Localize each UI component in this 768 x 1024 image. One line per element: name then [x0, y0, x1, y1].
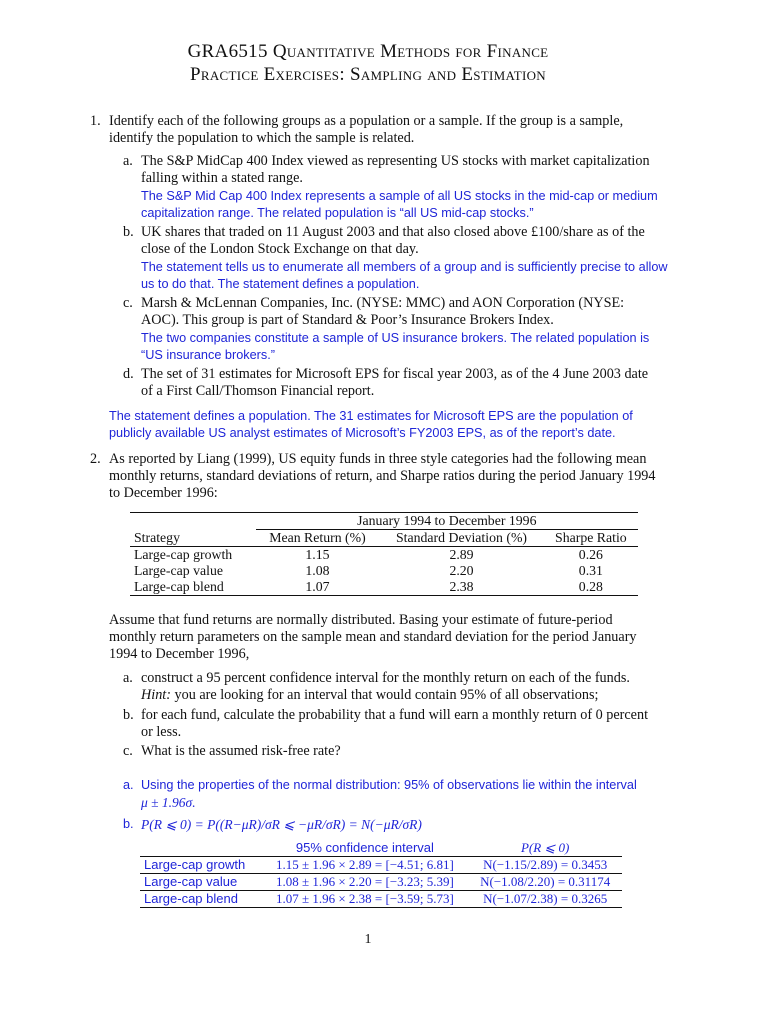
table-cell: 0.26: [578, 547, 603, 562]
table-header-strategy: Strategy: [130, 530, 256, 547]
hint-label: Hint:: [141, 687, 171, 703]
table-cell: Large-cap value: [134, 563, 223, 578]
q1-item-a-text: The S&P MidCap 400 Index viewed as representing US stocks with market capitalization falling within a stated range.: [141, 153, 650, 186]
table-cell: N(−1.08/2.20) = 0.31174: [468, 874, 622, 891]
table-cell: 1.08: [305, 563, 330, 578]
answer-table-header-prob: P(R ⩽ 0): [468, 840, 622, 857]
table-row: [130, 547, 638, 564]
table-cell: 1.08 ± 1.96 × 2.20 = [−3.23; 5.39]: [261, 874, 468, 891]
answer-table-header-ci: 95% confidence interval: [261, 840, 468, 857]
q1-item-b-text: UK shares that traded on 11 August 2003 and that also closed above £100/share as of the close of the London Stock Exchange on that day.: [141, 224, 645, 257]
table-row: [140, 874, 622, 891]
question-2-number: 2.: [90, 451, 101, 467]
q1-item-a-answer: The S&P Mid Cap 400 Index represents a sample of all US stocks in the mid-cap or medium capitalization range. The related population is “all US mid-cap stocks.”: [141, 189, 658, 220]
q1-item-c-text: Marsh & McLennan Companies, Inc. (NYSE: MMC) and AON Corporation (NYSE: AOC). This group is part of Standard & Poor’s Insurance Brokers Index.: [141, 295, 625, 328]
table-period-header: January 1994 to December 1996: [256, 513, 638, 530]
table-cell: N(−1.07/2.38) = 0.3265: [468, 891, 622, 908]
table-cell: Large-cap blend: [130, 579, 256, 596]
assumption-text: Assume that fund returns are normally distributed. Basing your estimate of future-period monthly return parameters on the sample mean and standard deviation for the period January 1994 to December 1996,: [109, 612, 637, 662]
table-cell: 1.15 ± 1.96 × 2.89 = [−4.51; 6.81]: [261, 857, 468, 874]
q2-part-b-text: for each fund, calculate the probability that a fund will earn a monthly return of 0 percent or less.: [141, 707, 649, 740]
q1-item-d-label: d.: [123, 366, 134, 382]
table-cell: 0.28: [544, 579, 638, 596]
question-1-number: 1.: [90, 113, 101, 129]
table-row: [140, 857, 622, 874]
q2-part-a-label: a.: [123, 670, 133, 686]
title-line-2: Practice Exercises: Sampling and Estimation: [190, 64, 546, 85]
q2-answer-b-label: b.: [123, 817, 134, 831]
table-cell: 0.31: [578, 563, 603, 578]
table-header-sd: Standard Deviation (%): [379, 530, 543, 547]
q1-item-b-label: b.: [123, 224, 134, 240]
q2-part-c-label: c.: [123, 743, 133, 759]
table-cell: Large-cap growth: [140, 857, 261, 874]
table-cell: 2.20: [449, 563, 474, 578]
q2-part-a-text: [141, 670, 661, 704]
table-cell: N(−1.15/2.89) = 0.3453: [468, 857, 622, 874]
q2-part-a-question: construct a 95 percent confidence interval for the monthly return on each of the funds.: [141, 670, 630, 686]
q2-part-c-text: What is the assumed risk-free rate?: [141, 743, 341, 759]
table-row: [140, 891, 622, 908]
q2-part-b-label: b.: [123, 707, 134, 723]
table-cell: 2.38: [379, 579, 543, 596]
page-number: 1: [364, 932, 372, 947]
table-cell: Large-cap growth: [134, 547, 233, 562]
title-line-1: GRA6515 Quantitative Methods for Finance: [187, 41, 549, 62]
q2-answer-a-label: a.: [123, 778, 134, 792]
q1-item-c-label: c.: [123, 295, 133, 311]
table-cell: 1.07 ± 1.96 × 2.38 = [−3.59; 5.73]: [261, 891, 468, 908]
q1-item-d-answer: The statement defines a population. The 31 estimates for Microsoft EPS are the population of publicly available US analyst estimates of Microsoft’s FY2003 EPS, as of the report’s date.: [109, 409, 633, 440]
q1-item-d-text: The set of 31 estimates for Microsoft EPS for fiscal year 2003, as of the 4 June 2003 date of a First Call/Thomson Financial report.: [141, 366, 649, 399]
q1-item-b-answer: The statement tells us to enumerate all members of a group and is sufficiently precise to allow us to do that. The statement defines a population.: [141, 260, 668, 291]
table-header-mean: Mean Return (%): [256, 530, 380, 547]
table-cell: Large-cap value: [140, 874, 261, 891]
fund-statistics-table: [130, 512, 638, 596]
q2-answer-a-text: Using the properties of the normal distribution: 95% of observations lie within the interval: [141, 778, 637, 792]
answer-table: [140, 840, 622, 908]
table-header-sharpe: Sharpe Ratio: [544, 530, 638, 547]
table-row: [130, 579, 638, 596]
table-cell: 2.89: [449, 547, 474, 562]
hint-text: you are looking for an interval that would contain 95% of all observations;: [174, 687, 599, 703]
table-cell: 1.07: [256, 579, 380, 596]
question-2-text: As reported by Liang (1999), US equity funds in three style categories had the following mean monthly returns, standard deviations of return, and Sharpe ratios during the period January 1994 to December 1996:: [109, 451, 656, 501]
table-row: [130, 563, 638, 579]
q2-answer-a-formula: μ ± 1.96σ.: [141, 795, 196, 810]
q1-item-c-answer: The two companies constitute a sample of US insurance brokers. The related population is “US insurance brokers.”: [141, 331, 650, 362]
question-1-text: Identify each of the following groups as a population or a sample. If the group is a sample, identify the population to which the sample is related.: [109, 113, 624, 146]
table-cell: Large-cap blend: [140, 891, 261, 908]
table-cell: 1.15: [305, 547, 330, 562]
q2-answer-b-formula: P(R ⩽ 0) = P((R−μR)/σR ⩽ −μR/σR) = N(−μR/σR): [141, 817, 422, 832]
document-title: [0, 40, 736, 86]
q1-item-a-label: a.: [123, 153, 133, 169]
